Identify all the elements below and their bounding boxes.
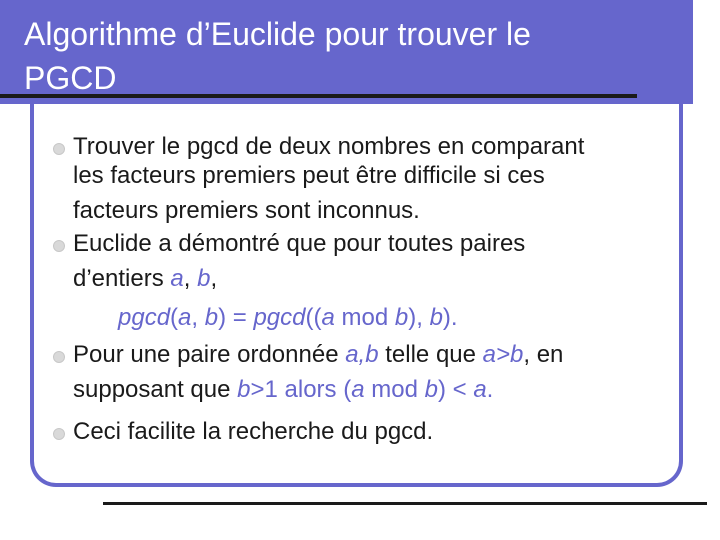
bullet-1-line-2: les facteurs premiers peut être difficile si ces <box>73 162 545 189</box>
var-a: a <box>170 265 184 292</box>
formula-paren-1: ( <box>170 304 179 331</box>
b3-end: , en <box>523 341 564 368</box>
comma: , <box>183 265 198 292</box>
formula-paren-2: (( <box>305 304 322 331</box>
formula-equals: ) = <box>218 304 254 331</box>
b3-gt: >1 alors ( <box>250 376 352 403</box>
title-line-2: PGCD <box>24 60 117 96</box>
bullet-3-line-2 <box>73 375 493 404</box>
formula-pgcd-1: pgcd <box>118 304 171 331</box>
b3-b2: b <box>424 376 438 403</box>
b3-mod: mod <box>364 376 425 403</box>
b3-a: a <box>351 376 365 403</box>
bullet-4-line-1: Ceci facilite la recherche du pgcd. <box>73 418 434 445</box>
bullet-3-line-1 <box>73 340 563 369</box>
b3-lt: ) < <box>437 376 474 403</box>
b3-dot: . <box>486 376 494 403</box>
var-b: b <box>197 265 211 292</box>
b3-mid: telle que <box>378 341 483 368</box>
b3-a2: a <box>473 376 487 403</box>
formula-b-3: b <box>429 304 443 331</box>
gcd-formula <box>118 303 458 332</box>
slide-title <box>24 12 664 100</box>
bullet-4-dot <box>53 428 65 440</box>
comma-end: , <box>210 265 218 292</box>
bullet-2-text: d’entiers <box>73 265 171 292</box>
title-line-1: Algorithme d’Euclide pour trouver le <box>24 16 531 52</box>
bullet-1-line-3: facteurs premiers sont inconnus. <box>73 197 420 224</box>
formula-a-1: a <box>178 304 192 331</box>
bullet-3-dot <box>53 351 65 363</box>
bullet-2-line-2 <box>73 264 217 293</box>
formula-pgcd-2: pgcd <box>253 304 306 331</box>
b3-ab: a,b <box>345 341 379 368</box>
formula-paren-3: ), <box>408 304 430 331</box>
bullet-1-dot <box>53 143 65 155</box>
formula-mod: mod <box>334 304 395 331</box>
formula-b-2: b <box>394 304 409 331</box>
formula-b-1: b <box>204 304 219 331</box>
formula-a-2: a <box>321 304 335 331</box>
formula-comma: , <box>191 304 205 331</box>
b3-text-2: supposant que <box>73 376 238 403</box>
formula-end: ). <box>442 304 458 331</box>
b3-cond: a>b <box>482 341 524 368</box>
b3-b: b <box>237 376 251 403</box>
bottom-rule <box>103 502 707 505</box>
bullet-2-dot <box>53 240 65 252</box>
bullet-1-line-1: Trouver le pgcd de deux nombres en comparant <box>73 133 585 160</box>
b3-text-1: Pour une paire ordonnée <box>73 341 346 368</box>
bullet-2-line-1: Euclide a démontré que pour toutes paires <box>73 230 526 257</box>
